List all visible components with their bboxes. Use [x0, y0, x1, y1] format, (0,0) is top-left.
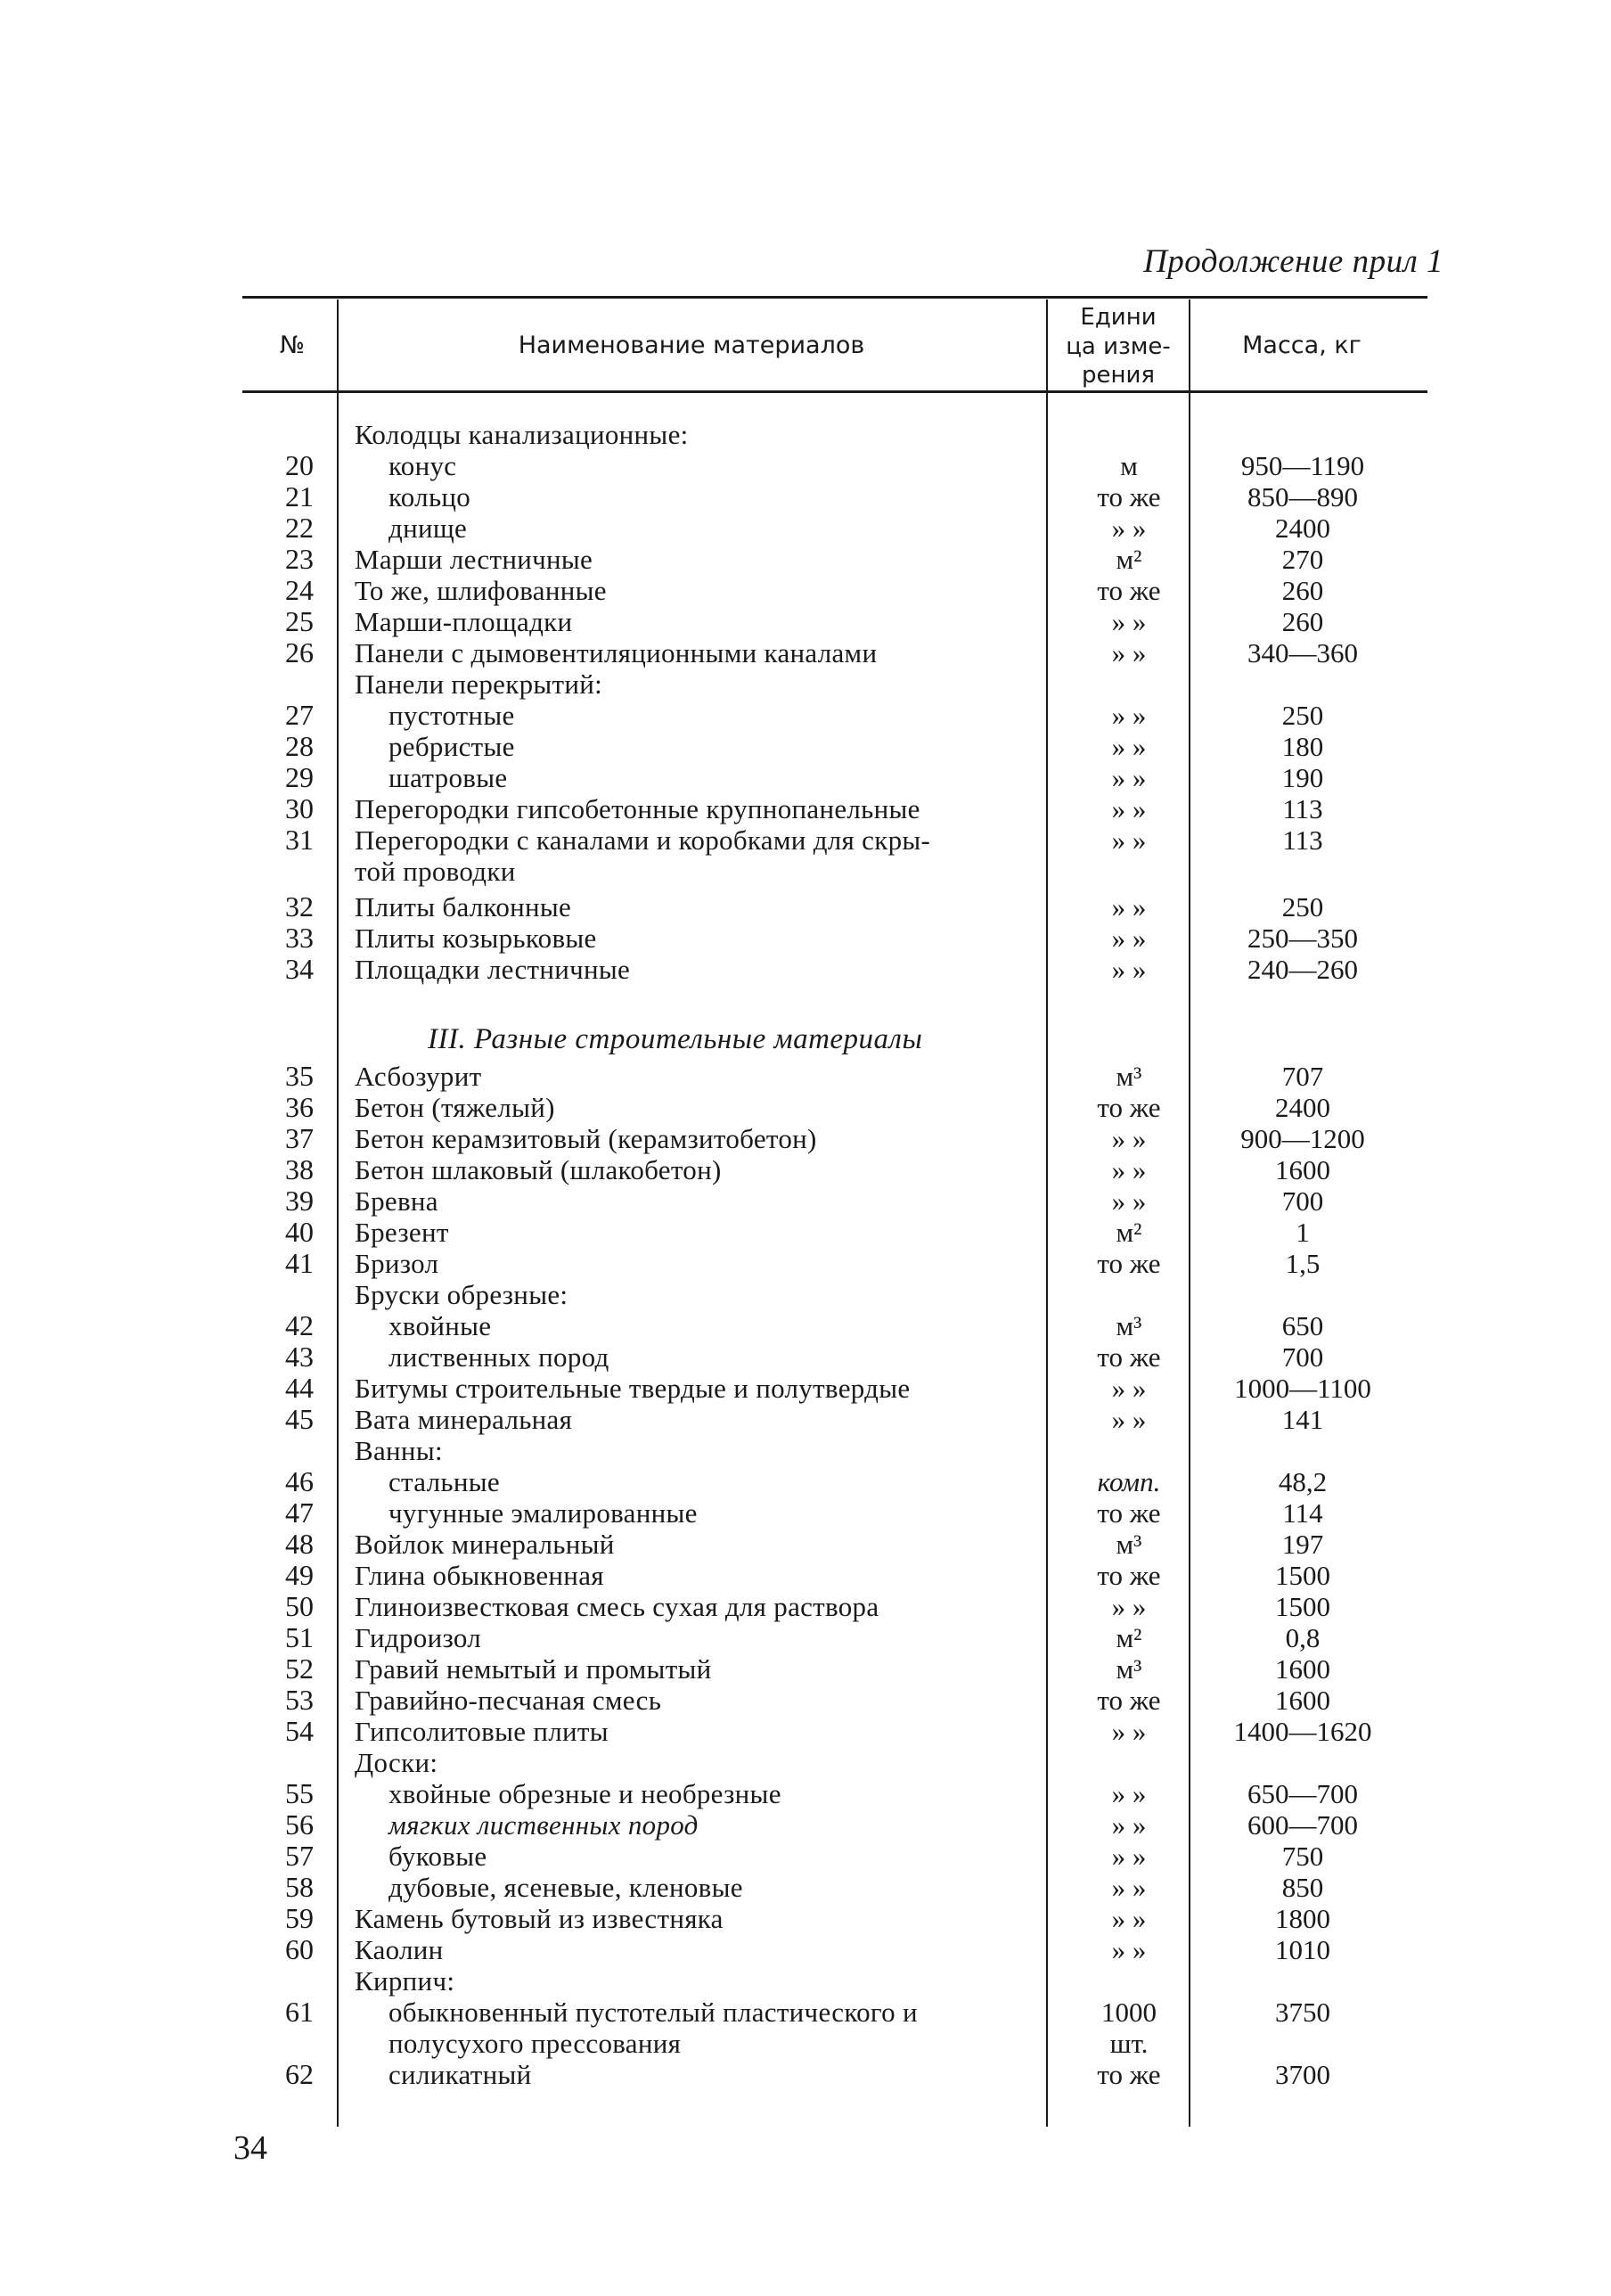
mass-kg: 700: [1281, 1185, 1324, 1217]
mass-kg: 270: [1281, 544, 1324, 575]
unit-of-measure: то же: [1097, 1560, 1161, 1591]
table-row: [0, 450, 1611, 481]
material-name: кольцо: [388, 481, 471, 512]
unit-of-measure: » »: [1111, 954, 1147, 985]
material-name: стальные: [388, 1466, 500, 1497]
table-row: [0, 1185, 1611, 1217]
material-name: обыкновенный пустотелый пластического и: [388, 1997, 918, 2028]
unit-of-measure: » »: [1111, 1934, 1147, 1965]
unit-of-measure: м³: [1116, 1310, 1142, 1341]
table-row: [0, 1248, 1611, 1279]
material-name: Доски:: [355, 1747, 438, 1778]
material-name: Ванны:: [355, 1435, 443, 1466]
material-name: Брезент: [355, 1217, 449, 1248]
table-row: [0, 1123, 1611, 1154]
table-row: [0, 700, 1611, 731]
row-number: 44: [285, 1372, 314, 1404]
material-name: Перегородки гипсобетонные крупнопанельные: [355, 793, 920, 824]
unit-of-measure: » »: [1111, 922, 1147, 954]
table-row: [0, 1872, 1611, 1903]
mass-kg: 1600: [1275, 1685, 1330, 1716]
table-row: [0, 1934, 1611, 1965]
row-number: 48: [285, 1528, 314, 1560]
unit-of-measure: » »: [1111, 762, 1147, 793]
unit-of-measure: то же: [1097, 1092, 1161, 1123]
material-name: Кирпич:: [355, 1965, 455, 1997]
unit-of-measure: то же: [1097, 1497, 1161, 1529]
table-row: [0, 1591, 1611, 1622]
table-row: [0, 637, 1611, 668]
row-number: 35: [285, 1060, 314, 1092]
unit-of-measure: » »: [1111, 512, 1147, 544]
mass-kg: 3700: [1275, 2059, 1330, 2090]
row-number: 31: [285, 824, 314, 856]
table-row: [0, 824, 1611, 856]
mass-kg: 113: [1282, 793, 1323, 824]
unit-of-measure: » »: [1111, 1778, 1147, 1809]
unit-of-measure: » »: [1111, 824, 1147, 856]
mass-kg: 650: [1281, 1310, 1324, 1341]
material-name: ребристые: [388, 731, 515, 762]
row-number: 41: [285, 1247, 314, 1279]
table-row: [0, 1622, 1611, 1653]
material-name: Бруски обрезные:: [355, 1279, 568, 1310]
unit-of-measure: » »: [1111, 700, 1147, 731]
continuation-label: Продолжение прил 1: [1143, 243, 1443, 280]
unit-of-measure: м³: [1116, 1653, 1142, 1685]
material-name: Панели с дымовентиляционными каналами: [355, 637, 878, 668]
unit-of-measure: то же: [1097, 1685, 1161, 1716]
unit-of-measure: » »: [1111, 637, 1147, 668]
mass-kg: 1,5: [1285, 1248, 1321, 1279]
table-row: [0, 606, 1611, 637]
mass-kg: 1500: [1275, 1560, 1330, 1591]
table-row: [0, 1310, 1611, 1341]
material-name: Вата минеральная: [355, 1404, 573, 1435]
material-name: Глиноизвестковая смесь сухая для раствора: [355, 1591, 879, 1622]
mass-kg: 240—260: [1247, 954, 1358, 985]
table-row: [0, 762, 1611, 793]
unit-of-measure: м³: [1116, 1061, 1142, 1092]
table-row: [0, 512, 1611, 544]
row-number: 21: [285, 480, 314, 512]
table-row: [0, 2059, 1611, 2090]
material-name: Бетон (тяжелый): [355, 1092, 555, 1123]
mass-kg: 180: [1281, 731, 1324, 762]
material-name: лиственных пород: [388, 1341, 609, 1373]
row-number: 37: [285, 1122, 314, 1154]
unit-of-measure: м²: [1116, 544, 1142, 575]
material-name: той проводки: [355, 856, 516, 887]
material-name: Гидроизол: [355, 1622, 482, 1653]
row-number: 50: [285, 1590, 314, 1622]
material-name: силикатный: [388, 2059, 532, 2090]
mass-kg: 250: [1281, 700, 1324, 731]
row-number: 61: [285, 1996, 314, 2028]
row-number: 52: [285, 1652, 314, 1685]
mass-kg: 260: [1281, 575, 1324, 606]
unit-of-measure: » »: [1111, 1404, 1147, 1435]
table-row: [0, 1903, 1611, 1934]
unit-of-measure: м²: [1116, 1622, 1142, 1653]
unit-of-measure: » »: [1111, 1841, 1147, 1872]
row-number: 42: [285, 1309, 314, 1341]
material-name: Войлок минеральный: [355, 1529, 615, 1560]
mass-kg: 113: [1282, 824, 1323, 856]
table-row: [0, 1373, 1611, 1404]
table-row: [0, 1841, 1611, 1872]
table-row: [0, 1061, 1611, 1092]
material-name: полусухого прессования: [388, 2028, 682, 2059]
table-row: [0, 1279, 1611, 1310]
row-number: 34: [285, 953, 314, 985]
unit-of-measure: » »: [1111, 1185, 1147, 1217]
table-row: [0, 419, 1611, 450]
mass-kg: 700: [1281, 1341, 1324, 1373]
row-number: 43: [285, 1341, 314, 1373]
row-number: 24: [285, 574, 314, 606]
mass-kg: 850: [1281, 1872, 1324, 1903]
material-name: То же, шлифованные: [355, 575, 607, 606]
table-row: [0, 1809, 1611, 1841]
mass-kg: 600—700: [1247, 1809, 1358, 1841]
table-row: [0, 2028, 1611, 2059]
material-name: дубовые, ясеневые, кленовые: [388, 1872, 743, 1903]
material-name: Панели перекрытий:: [355, 668, 603, 700]
mass-kg: 1600: [1275, 1154, 1330, 1185]
unit-of-measure: » »: [1111, 606, 1147, 637]
unit-of-measure: то же: [1097, 2059, 1161, 2090]
mass-kg: 340—360: [1247, 637, 1358, 668]
table-row: [0, 481, 1611, 512]
material-name: Плиты балконные: [355, 891, 572, 922]
unit-of-measure: » »: [1111, 1373, 1147, 1404]
header-name: Наименование материалов: [518, 332, 865, 359]
unit-of-measure: м: [1120, 450, 1138, 481]
row-number: 22: [285, 512, 314, 544]
material-name: чугунные эмалированные: [388, 1497, 698, 1529]
material-name: хвойные: [388, 1310, 492, 1341]
table-row: [0, 1154, 1611, 1185]
unit-of-measure: то же: [1097, 1248, 1161, 1279]
material-name: Перегородки с каналами и коробками для скры-: [355, 824, 931, 856]
table-row: [0, 1997, 1611, 2028]
row-number: 27: [285, 699, 314, 731]
table-header-rule: [242, 390, 1427, 393]
material-name: Бревна: [355, 1185, 438, 1217]
row-number: 30: [285, 792, 314, 824]
table-row: [0, 954, 1611, 985]
row-number: 26: [285, 636, 314, 668]
table-row: [0, 1404, 1611, 1435]
page-number: 34: [233, 2129, 267, 2167]
mass-kg: 1000—1100: [1234, 1373, 1371, 1404]
row-number: 32: [285, 890, 314, 922]
row-number: 46: [285, 1465, 314, 1497]
material-name: Марши-площадки: [355, 606, 573, 637]
material-name: Плиты козырьковые: [355, 922, 597, 954]
material-name: Площадки лестничные: [355, 954, 631, 985]
row-number: 40: [285, 1216, 314, 1248]
unit-of-measure: » »: [1111, 1872, 1147, 1903]
table-row: [0, 1747, 1611, 1778]
material-name: Бетон керамзитовый (керамзитобетон): [355, 1123, 817, 1154]
table-row: [0, 1466, 1611, 1497]
row-number: 60: [285, 1933, 314, 1965]
mass-kg: 48,2: [1278, 1466, 1328, 1497]
mass-kg: 3750: [1275, 1997, 1330, 2028]
table-row: [0, 856, 1611, 887]
material-name: Бризол: [355, 1248, 439, 1279]
row-number: 29: [285, 761, 314, 793]
row-number: 57: [285, 1840, 314, 1872]
mass-kg: 1: [1296, 1217, 1310, 1248]
table-row: [0, 668, 1611, 700]
table-row: [0, 1965, 1611, 1997]
table-row: [0, 1217, 1611, 1248]
mass-kg: 2400: [1275, 1092, 1330, 1123]
row-number: 36: [285, 1091, 314, 1123]
unit-of-measure: м²: [1116, 1217, 1142, 1248]
unit-of-measure: 1000: [1101, 1997, 1157, 2028]
row-number: 45: [285, 1403, 314, 1435]
unit-of-measure: » »: [1111, 731, 1147, 762]
material-name: Камень бутовый из известняка: [355, 1903, 724, 1934]
mass-kg: 114: [1282, 1497, 1323, 1529]
mass-kg: 197: [1281, 1529, 1324, 1560]
material-name: буковые: [388, 1841, 487, 1872]
table-row: [0, 793, 1611, 824]
material-name: хвойные обрезные и необрезные: [388, 1778, 781, 1809]
unit-of-measure: то же: [1097, 1341, 1161, 1373]
mass-kg: 1400—1620: [1233, 1716, 1372, 1747]
table-row: [0, 1435, 1611, 1466]
table-row: [0, 544, 1611, 575]
mass-kg: 2400: [1275, 512, 1330, 544]
table-row: [0, 1560, 1611, 1591]
row-number: 33: [285, 922, 314, 954]
mass-kg: 850—890: [1247, 481, 1358, 512]
mass-kg: 650—700: [1247, 1778, 1358, 1809]
unit-of-measure: шт.: [1109, 2028, 1149, 2059]
mass-kg: 1010: [1275, 1934, 1330, 1965]
material-name: пустотные: [388, 700, 515, 731]
mass-kg: 1600: [1275, 1653, 1330, 1685]
mass-kg: 707: [1281, 1061, 1324, 1092]
table-row: [0, 575, 1611, 606]
unit-of-measure: » »: [1111, 1591, 1147, 1622]
header-unit: Едини ца изме- рения: [1066, 304, 1171, 389]
unit-of-measure: » »: [1111, 1809, 1147, 1841]
header-num: №: [279, 332, 306, 359]
row-number: 49: [285, 1559, 314, 1591]
unit-of-measure: комп.: [1097, 1466, 1161, 1497]
mass-kg: 190: [1281, 762, 1324, 793]
material-name: Битумы строительные твердые и полутвердые: [355, 1373, 911, 1404]
unit-of-measure: » »: [1111, 891, 1147, 922]
table-row: [0, 1529, 1611, 1560]
material-name: днище: [388, 512, 468, 544]
row-number: 47: [285, 1496, 314, 1529]
row-number: 54: [285, 1715, 314, 1747]
table-row: [0, 731, 1611, 762]
unit-of-measure: то же: [1097, 575, 1161, 606]
material-name: шатровые: [388, 762, 508, 793]
material-name: мягких лиственных пород: [388, 1809, 699, 1841]
row-number: 38: [285, 1153, 314, 1185]
table-row: [0, 1685, 1611, 1716]
material-name: Марши лестничные: [355, 544, 593, 575]
unit-of-measure: » »: [1111, 1123, 1147, 1154]
row-number: 20: [285, 449, 314, 481]
mass-kg: 250—350: [1247, 922, 1358, 954]
row-number: 59: [285, 1902, 314, 1934]
mass-kg: 900—1200: [1240, 1123, 1365, 1154]
row-number: 39: [285, 1185, 314, 1217]
table-row: [0, 1778, 1611, 1809]
row-number: 58: [285, 1871, 314, 1903]
row-number: 23: [285, 543, 314, 575]
header-mass: Масса, кг: [1242, 332, 1362, 359]
mass-kg: 950—1190: [1240, 450, 1365, 481]
mass-kg: 750: [1281, 1841, 1324, 1872]
unit-of-measure: » »: [1111, 1716, 1147, 1747]
mass-kg: 1800: [1275, 1903, 1330, 1934]
unit-of-measure: » »: [1111, 793, 1147, 824]
table-top-rule: [242, 296, 1427, 299]
material-name: Колодцы канализационные:: [355, 419, 689, 450]
material-name: Глина обыкновенная: [355, 1560, 604, 1591]
material-name: Бетон шлаковый (шлакобетон): [355, 1154, 722, 1185]
material-name: Гипсолитовые плиты: [355, 1716, 609, 1747]
table-row: [0, 1497, 1611, 1529]
section-title: III. Разные строительные материалы: [428, 1023, 923, 1055]
material-name: Асбозурит: [355, 1061, 482, 1092]
row-number: 55: [285, 1777, 314, 1809]
material-name: конус: [388, 450, 457, 481]
table-row: [0, 1716, 1611, 1747]
material-name: Гравий немытый и промытый: [355, 1653, 712, 1685]
table-row: [0, 1653, 1611, 1685]
row-number: 53: [285, 1684, 314, 1716]
material-name: Каолин: [355, 1934, 444, 1965]
row-number: 62: [285, 2058, 314, 2090]
mass-kg: 1500: [1275, 1591, 1330, 1622]
mass-kg: 250: [1281, 891, 1324, 922]
row-number: 28: [285, 730, 314, 762]
unit-of-measure: » »: [1111, 1154, 1147, 1185]
mass-kg: 260: [1281, 606, 1324, 637]
table-row: [0, 1341, 1611, 1373]
mass-kg: 0,8: [1285, 1622, 1321, 1653]
unit-of-measure: » »: [1111, 1903, 1147, 1934]
table-row: [0, 891, 1611, 922]
row-number: 56: [285, 1808, 314, 1841]
row-number: 51: [285, 1621, 314, 1653]
material-name: Гравийно-песчаная смесь: [355, 1685, 662, 1716]
mass-kg: 141: [1281, 1404, 1324, 1435]
unit-of-measure: м³: [1116, 1529, 1142, 1560]
row-number: 25: [285, 605, 314, 637]
unit-of-measure: то же: [1097, 481, 1161, 512]
table-row: [0, 1092, 1611, 1123]
table-row: [0, 922, 1611, 954]
